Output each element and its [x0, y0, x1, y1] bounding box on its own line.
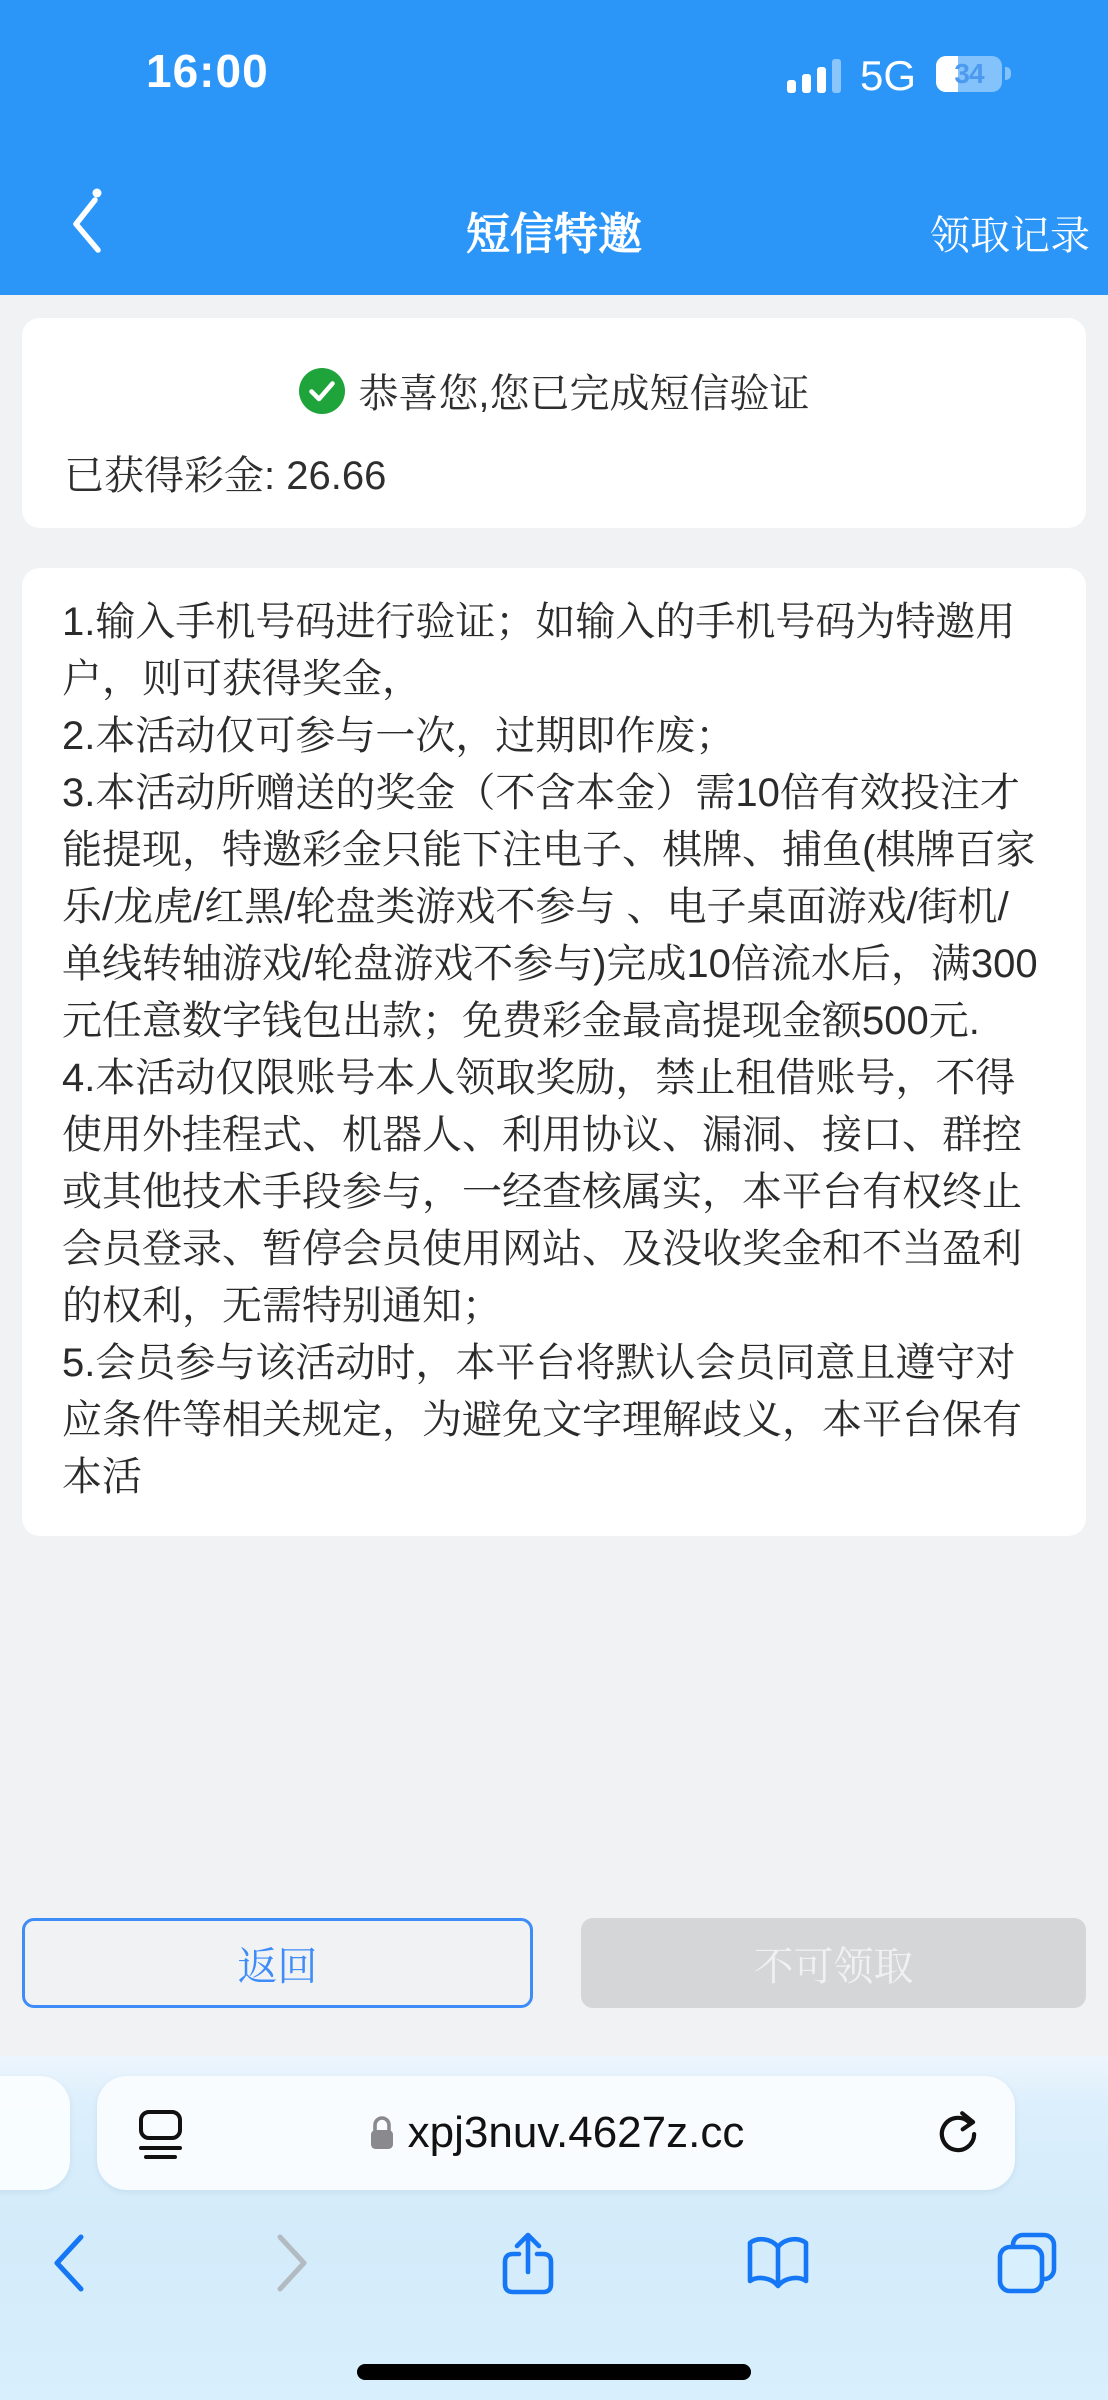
- verification-result-card: [22, 318, 1086, 528]
- adjacent-tab-peek[interactable]: [0, 2076, 70, 2190]
- page-title: 短信特邀: [466, 210, 642, 259]
- battery-nub: [1005, 67, 1011, 80]
- url-bar[interactable]: [97, 2076, 1015, 2190]
- result-message: 恭喜您,您已完成短信验证: [358, 372, 810, 416]
- rule-item: 1.输入手机号码进行验证；如输入的手机号码为特邀用户，则可获得奖金，: [62, 600, 1016, 701]
- status-time: 16:00: [146, 45, 269, 97]
- activity-rules-card: [22, 568, 1086, 1536]
- rule-item: 2.本活动仅可参与一次，过期即作废；: [62, 714, 736, 758]
- rule-item: 3.本活动所赠送的奖金（不含本金）需10倍有效投注才能提现，特邀彩金只能下注电子、棋牌、捕鱼(棋牌百家乐/龙虎/红黑/轮盘类游戏不参与 、电子桌面游戏/街机/单线转轴游戏/轮盘游戏不参与)完成10倍流水后，满300元任意数字钱包出款；免费彩金最高提现金额500元.: [62, 771, 1038, 1043]
- url-text: xpj3nuv.4627z.cc: [407, 2108, 745, 2157]
- bonus-amount-text: 已获得彩金: 26.66: [64, 454, 387, 498]
- home-indicator[interactable]: [357, 2364, 751, 2380]
- rule-item: 5.会员参与该活动时，本平台将默认会员同意且遵守对应条件等相关规定，为避免文字理解歧义，本平台保有本活: [62, 1341, 1022, 1499]
- browser-forward-icon[interactable]: [273, 2232, 311, 2294]
- url-center: [97, 2076, 1015, 2190]
- share-icon[interactable]: [496, 2228, 560, 2298]
- browser-back-icon[interactable]: [50, 2232, 88, 2294]
- safari-toolbar: [0, 2228, 1108, 2298]
- app-header: [0, 0, 1108, 295]
- reload-icon[interactable]: [933, 2108, 983, 2158]
- claim-disabled-button[interactable]: 不可领取: [581, 1918, 1086, 2008]
- lock-icon: [368, 2114, 396, 2152]
- claim-records-link[interactable]: 领取记录: [930, 214, 1090, 258]
- check-circle-icon: [298, 367, 346, 415]
- safari-bottom-chrome: [0, 2056, 1108, 2400]
- page-content: [0, 295, 1108, 2056]
- rule-item: 4.本活动仅限账号本人领取奖励，禁止租借账号，不得使用外挂程式、机器人、利用协议、漏洞、接口、群控或其他技术手段参与，一经查核属实，本平台有权终止会员登录、暂停会员使用网站、及没收奖金和不当盈利的权利，无需特别通知；: [62, 1056, 1022, 1328]
- network-type-label: 5G: [860, 52, 917, 99]
- result-row: [22, 318, 1086, 419]
- battery-percent: 34: [954, 58, 984, 89]
- battery-icon: [936, 56, 1002, 92]
- action-buttons: [22, 1918, 1086, 2008]
- signal-bars-icon: [787, 56, 849, 96]
- return-button[interactable]: 返回: [22, 1918, 533, 2008]
- tabs-icon[interactable]: [996, 2231, 1058, 2295]
- bookmarks-icon[interactable]: [745, 2233, 811, 2293]
